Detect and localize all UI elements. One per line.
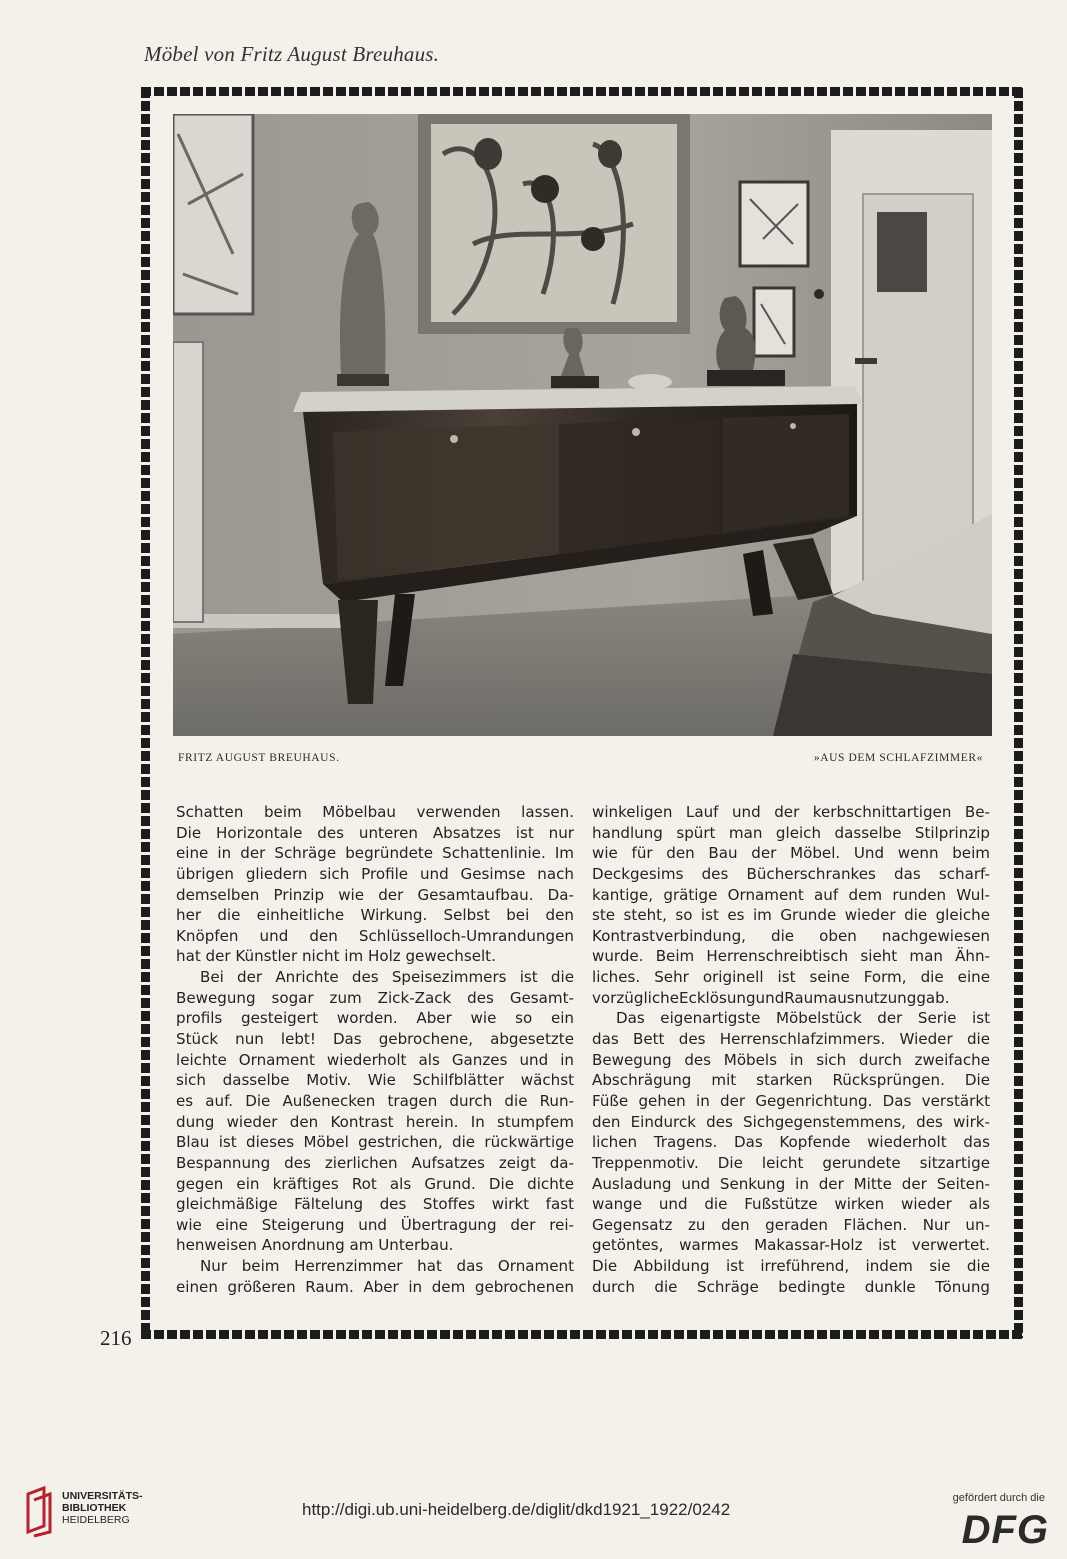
text-line: Das eigenartigste Möbelstück der Serie ist (616, 1009, 990, 1028)
text-line: demselben Prinzip wie der Gesamtaufbau. Da- (176, 885, 574, 904)
text-line: her die einheitliche Wirkung. Selbst bei den (176, 906, 574, 925)
text-line: Gegensatz zu den geraden Flächen. Nur un- (592, 1215, 990, 1234)
text-line: handlung spürt man gleich dasselbe Stilprinzip (592, 823, 990, 842)
text-line: es auf. Die Außenecken tragen durch die Run- (176, 1091, 574, 1110)
text-line: Die Abbildung ist irreführend, indem sie die (592, 1257, 990, 1276)
text-line: Bei der Anrichte des Speisezimmers ist die (200, 968, 574, 987)
text-line: Die Horizontale des unteren Absatzes ist nur (176, 823, 574, 842)
text-line: leichte Ornament wiederholt als Ganzes und in (176, 1050, 574, 1069)
text-line: Abschrägung mit starken Rücksprüngen. Die (592, 1071, 990, 1090)
text-line: Bewegung sogar zum Zick-Zack des Gesamt- (176, 988, 574, 1007)
photograph-sideboard (173, 114, 992, 736)
text-line: eine in der Schräge begründete Schattenlinie. Im (176, 844, 574, 863)
text-line: einen größeren Raum. Aber in dem gebrochenen (176, 1277, 574, 1296)
source-url-link[interactable]: http://digi.ub.uni-heidelberg.de/diglit/dkd1921_1922/0242 (302, 1500, 731, 1519)
text-line: durch die Schräge bedingte dunkle Tönung (592, 1277, 990, 1296)
text-line: Kontrastverbindung, die oben nachgewiesen (592, 926, 990, 945)
dfg-logo: DFG (961, 1508, 1049, 1552)
library-name-line: BIBLIOTHEK (62, 1502, 127, 1514)
text-line: Stück nun lebt! Das gebrochene, abgesetzte (176, 1030, 574, 1049)
frame-right-border (1014, 88, 1023, 1338)
text-line: vorzüglicheEcklösungundRaumausnutzunggab. (592, 988, 950, 1007)
text-line: henweisen Anordnung am Unterbau. (176, 1236, 454, 1255)
text-line: ste steht, so ist es im Grunde wieder die gleiche (592, 906, 990, 925)
frame-left-border (141, 88, 150, 1338)
text-line: profils gesteigert worden. Aber wie so ein (176, 1009, 574, 1028)
sponsor-text: gefördert durch die (952, 1492, 1045, 1504)
text-line: winkeligen Lauf und der kerbschnittartigen Be- (592, 803, 990, 821)
library-logo-icon (22, 1486, 56, 1538)
text-line: gegen ein kräftiges Rot als Grund. Die dichte (176, 1174, 574, 1193)
frame-bottom-border (141, 1330, 1023, 1339)
page-number: 216 (100, 1326, 132, 1350)
figure-caption-title: »AUS DEM SCHLAFZIMMER« (813, 752, 983, 764)
text-line: liches. Sehr originell ist seine Form, die eine (592, 968, 990, 987)
text-line: kantige, grätige Ornament auf dem runden Wul- (592, 885, 990, 904)
library-name (62, 1490, 143, 1526)
text-line: wie eine Steigerung und Übertragung der rei- (176, 1215, 574, 1234)
text-line: das Bett des Herrenschlafzimmers. Wieder die (592, 1030, 990, 1049)
text-line: Füße gehen in der Gegenrichtung. Das verstärkt (592, 1091, 990, 1110)
text-line: Blau ist dieses Möbel gestrichen, die rückwärtige (176, 1133, 574, 1152)
text-line: dung wieder den Kontrast herein. In stumpfem (176, 1112, 574, 1131)
frame-top-border (141, 87, 1023, 96)
library-name-line: HEIDELBERG (62, 1514, 130, 1526)
text-line: getöntes, warmes Makassar-Holz ist verwertet. (592, 1236, 990, 1255)
text-column-right (592, 802, 990, 1297)
text-line: wie für den Bau der Möbel. Und wenn beim (592, 844, 990, 863)
text-line: hat der Künstler nicht im Holz gewechselt. (176, 947, 496, 966)
digitization-footer (0, 1470, 1067, 1559)
text-line: wange und die Fußstütze wirken wieder als (592, 1195, 990, 1214)
text-line: gleichmäßige Fältelung des Stoffes wirkt fast (176, 1195, 574, 1214)
text-line: lichen Tragens. Das Kopfende wiederholt das (592, 1133, 990, 1152)
text-line: den Eindurck des Sichgegenstemmens, des wirk- (592, 1112, 990, 1131)
text-line: Bespannung des zierlichen Aufsatzes zeigt da- (176, 1153, 574, 1172)
text-line: Treppenmotiv. Die leicht gerundete sitzartige (592, 1153, 990, 1172)
text-line: Ausladung und Senkung in der Mitte der Seiten- (592, 1174, 990, 1193)
library-name-line: UNIVERSITÄTS- (62, 1490, 143, 1502)
text-column-left (176, 802, 574, 1297)
text-line: Deckgesims des Bücherschrankes das scharf- (592, 864, 990, 883)
text-line: übrigen gliedern sich Profile und Gesimse nach (176, 864, 574, 883)
text-line: sich dasselbe Motiv. Wie Schilfblätter wächst (176, 1071, 574, 1090)
figure-caption-artist: FRITZ AUGUST BREUHAUS. (178, 752, 340, 764)
text-line: wurde. Beim Herrenschreibtisch sieht man Ähn- (592, 947, 990, 966)
running-head: Möbel von Fritz August Breuhaus. (144, 42, 440, 66)
text-line: Knöpfen und den Schlüsselloch-Umrandungen (176, 926, 574, 945)
text-line: Schatten beim Möbelbau verwenden lassen. (176, 803, 574, 821)
text-line: Nur beim Herrenzimmer hat das Ornament (200, 1257, 574, 1276)
text-line: Bewegung des Möbels in sich durch zweifache (592, 1050, 990, 1069)
